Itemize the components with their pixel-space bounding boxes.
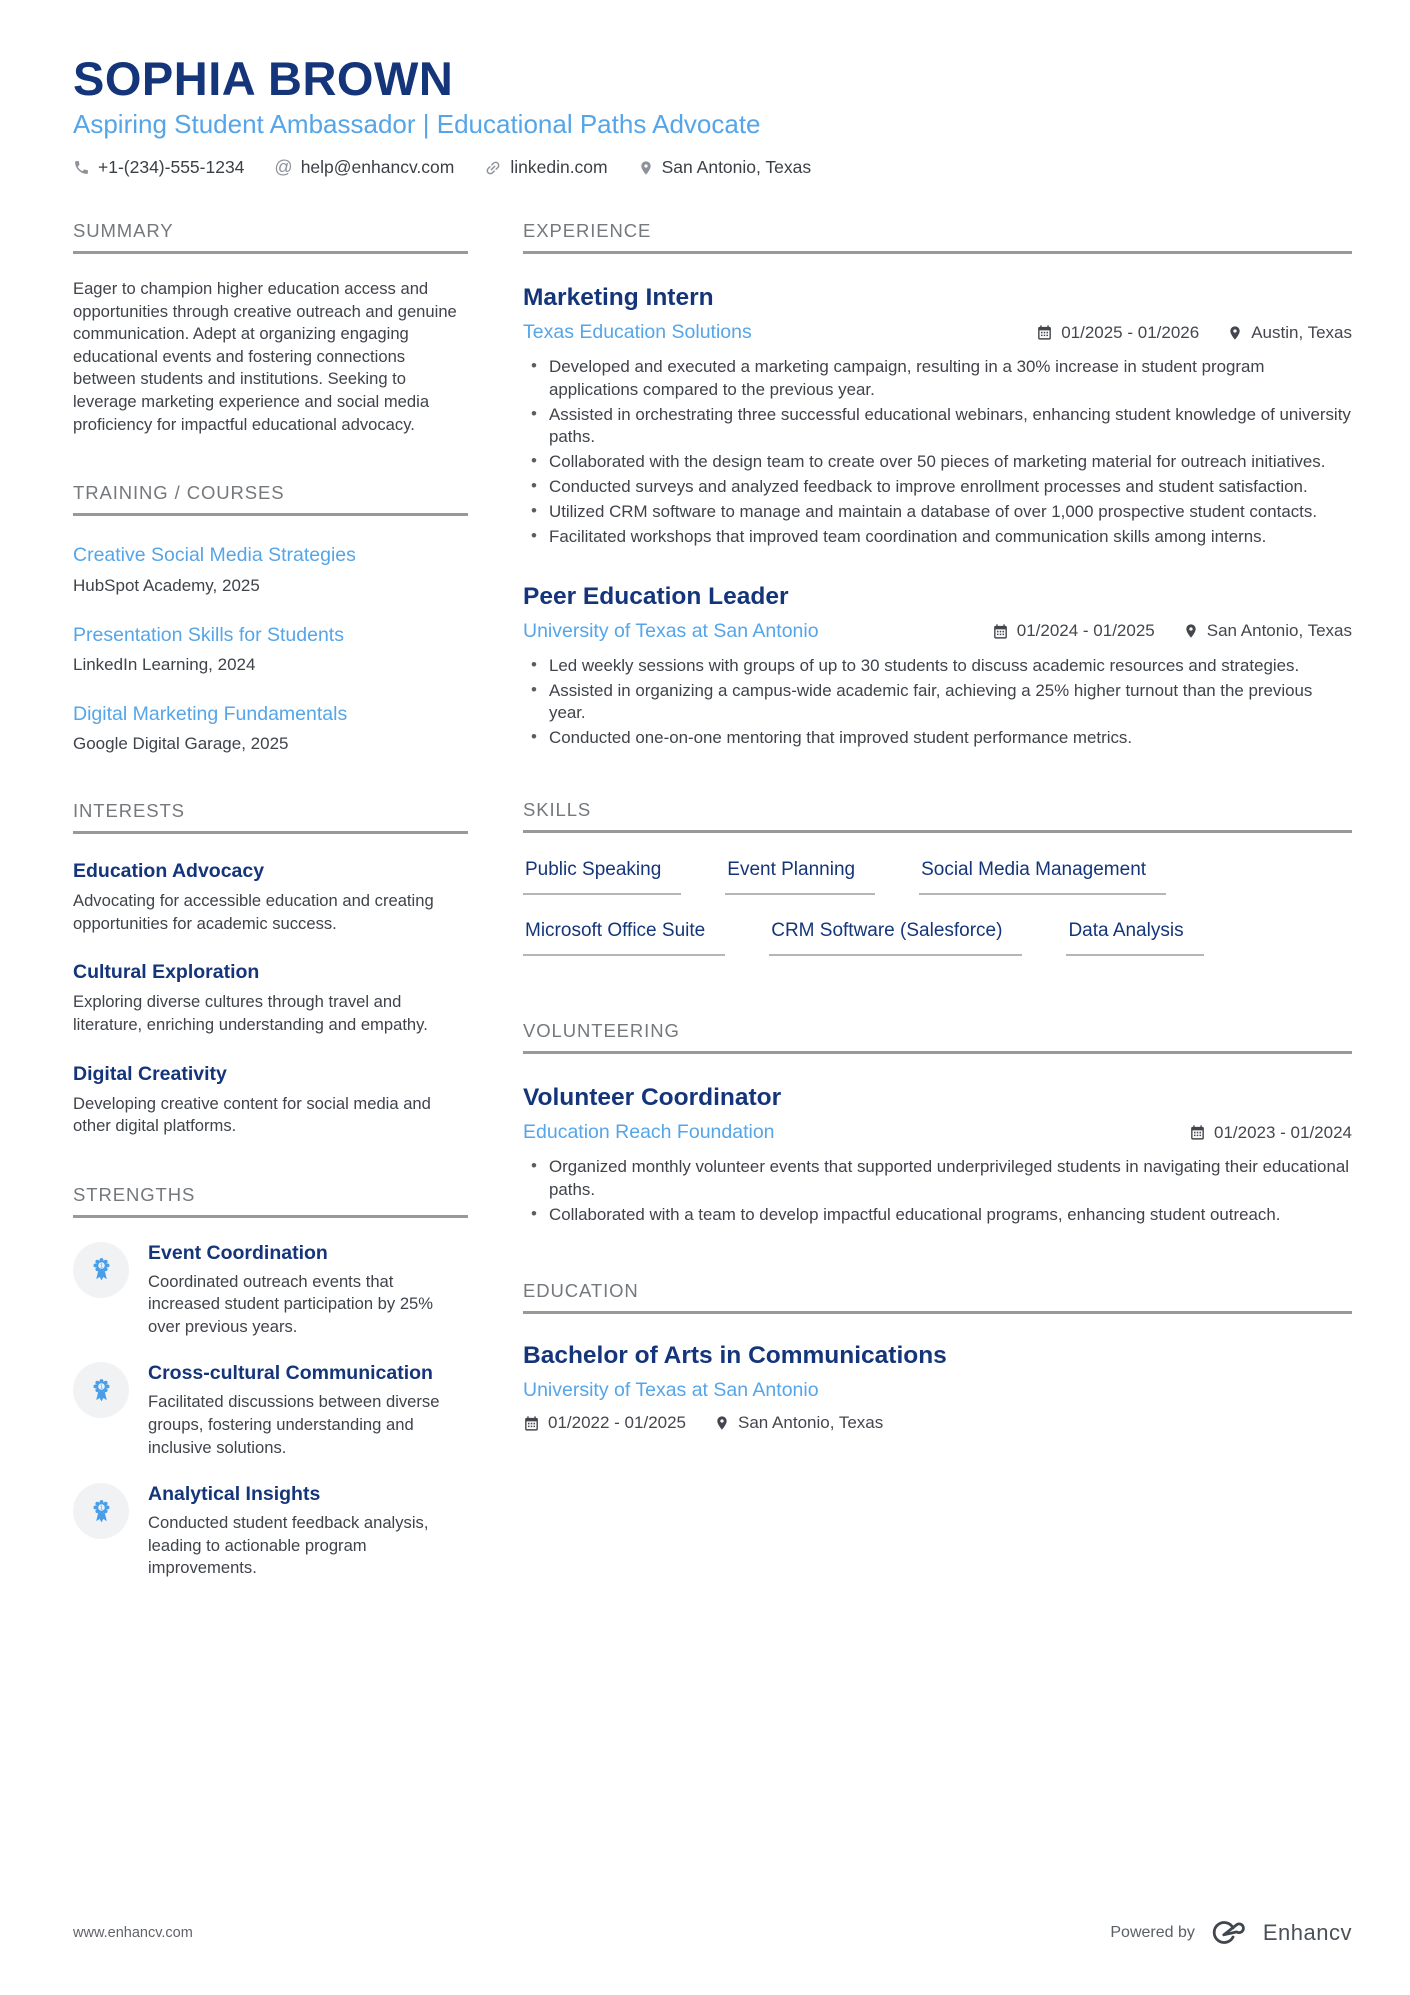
location-icon: [1183, 623, 1199, 639]
skill-item: Microsoft Office Suite: [523, 920, 725, 956]
headline: Aspiring Student Ambassador | Educational Paths Advocate: [73, 109, 761, 140]
job-title: Peer Education Leader: [523, 582, 789, 610]
link-icon: [484, 159, 502, 177]
school-location: San Antonio, Texas: [714, 1413, 883, 1433]
date-range: 01/2024 - 01/2025: [992, 621, 1155, 641]
powered-by-block[interactable]: [1110, 1918, 1352, 1947]
skills-list: [523, 859, 1352, 956]
strengths-heading: STRENGTHS: [73, 1184, 468, 1218]
section-experience: [523, 220, 1352, 749]
date-range: 01/2025 - 01/2026: [1036, 323, 1199, 343]
contact-email-text: help@enhancv.com: [300, 157, 455, 178]
bullet: • Facilitated workshops that improved team coordination and communication skills among interns.: [523, 526, 1352, 548]
section-summary: [73, 220, 468, 436]
interest-title: Education Advocacy: [73, 860, 265, 883]
strength-item: [73, 1483, 468, 1580]
powered-by-label: Powered by: [1110, 1923, 1195, 1941]
volunteering-entry: [523, 1084, 1352, 1226]
bullet: • Assisted in orchestrating three successful educational webinars, enhancing student knowledge of university paths.: [523, 404, 1352, 448]
resume-header: [73, 54, 1352, 178]
strength-item: [73, 1362, 468, 1459]
footer-website-link[interactable]: www.enhancv.com: [73, 1924, 193, 1941]
strength-description: Conducted student feedback analysis, leading to actionable program improvements.: [148, 1513, 429, 1578]
strength-title: Cross-cultural Communication: [148, 1362, 433, 1385]
strength-title: Event Coordination: [148, 1241, 328, 1264]
section-strengths: [73, 1184, 468, 1580]
left-column: [73, 220, 468, 1626]
strength-description: Coordinated outreach events that increased student participation by 25% over previous years.: [148, 1271, 434, 1336]
volunteering-heading: VOLUNTEERING: [523, 1020, 1352, 1054]
job-location: San Antonio, Texas: [1183, 621, 1352, 641]
course-item: [73, 703, 468, 754]
role-title: Volunteer Coordinator: [523, 1084, 782, 1112]
role-meta: [1189, 1123, 1352, 1143]
contact-row: [73, 157, 1352, 178]
contact-location-text: San Antonio, Texas: [661, 157, 812, 178]
interest-item: [73, 961, 468, 1036]
summary-heading: SUMMARY: [73, 220, 468, 254]
education-meta: [523, 1413, 1352, 1433]
award-ribbon-icon: [73, 1242, 129, 1298]
page-title: SOPHIA BROWN: [73, 52, 454, 105]
contact-linkedin-text: linkedin.com: [510, 157, 608, 178]
summary-text: Eager to champion higher education access and opportunities through creative outreach and genuine communication. Adept at organizing engaging educational events and fostering connections between students and institutions. Seeking to leverage marketing experience and social media proficiency for impactful educational advocacy.: [73, 279, 457, 434]
bullet: • Developed and executed a marketing campaign, resulting in a 30% increase in student program applications compared to the previous year.: [523, 356, 1352, 400]
interests-heading: INTERESTS: [73, 800, 468, 834]
svg-text:1: 1: [99, 1384, 103, 1391]
svg-text:1: 1: [99, 1505, 103, 1512]
experience-heading: EXPERIENCE: [523, 220, 1352, 254]
experience-entry: [523, 583, 1352, 750]
section-training: [73, 482, 468, 754]
bullet: • Utilized CRM software to manage and maintain a database of over 1,000 prospective student contacts.: [523, 501, 1352, 523]
skills-heading: SKILLS: [523, 799, 1352, 833]
interest-item: [73, 860, 468, 935]
skill-item: CRM Software (Salesforce): [769, 920, 1022, 956]
date-range: 01/2023 - 01/2024: [1189, 1123, 1352, 1143]
job-meta: [992, 621, 1352, 641]
bullet: • Conducted one-on-one mentoring that improved student performance metrics.: [523, 727, 1352, 749]
job-location: Austin, Texas: [1227, 323, 1352, 343]
company-name: Texas Education Solutions: [523, 321, 752, 344]
award-ribbon-icon: [73, 1362, 129, 1418]
course-title: Digital Marketing Fundamentals: [73, 702, 348, 725]
skill-item: Social Media Management: [919, 859, 1166, 895]
date-range: 01/2022 - 01/2025: [523, 1413, 686, 1433]
interest-description: Advocating for accessible education and creating opportunities for academic success.: [73, 891, 434, 933]
job-meta: [1036, 323, 1352, 343]
location-icon: [1227, 325, 1243, 341]
job-bullets: [523, 356, 1352, 548]
education-entry: [523, 1342, 1352, 1433]
interest-title: Cultural Exploration: [73, 961, 260, 984]
strength-text: [148, 1362, 468, 1459]
course-item: [73, 624, 468, 675]
section-volunteering: [523, 1020, 1352, 1226]
strength-text: [148, 1483, 468, 1580]
job-title: Marketing Intern: [523, 284, 714, 312]
svg-text:1: 1: [99, 1263, 103, 1270]
contact-linkedin[interactable]: [484, 157, 607, 178]
job-subheader: [523, 620, 1352, 643]
strength-title: Analytical Insights: [148, 1483, 321, 1506]
at-icon: @: [274, 157, 293, 178]
right-column: [523, 220, 1352, 1626]
enhancv-logo-icon: [1208, 1918, 1250, 1947]
calendar-icon: [1036, 324, 1053, 341]
bullet: • Collaborated with the design team to create over 50 pieces of marketing material for outreach initiatives.: [523, 451, 1352, 473]
location-icon: [638, 160, 654, 176]
section-education: [523, 1280, 1352, 1433]
strength-item: [73, 1242, 468, 1339]
course-item: [73, 544, 468, 595]
job-bullets: [523, 655, 1352, 750]
enhancv-wordmark: Enhancv: [1262, 1919, 1352, 1945]
strength-description: Facilitated discussions between diverse groups, fostering understanding and inclusive solutions.: [148, 1392, 440, 1457]
award-ribbon-icon: [73, 1483, 129, 1539]
skill-item: Public Speaking: [523, 859, 681, 895]
role-subheader: [523, 1121, 1352, 1144]
skill-item: Data Analysis: [1066, 920, 1203, 956]
course-title: Creative Social Media Strategies: [73, 544, 356, 567]
contact-phone[interactable]: [73, 157, 244, 178]
calendar-icon: [1189, 1124, 1206, 1141]
interest-title: Digital Creativity: [73, 1062, 227, 1085]
page-footer: [73, 1918, 1352, 1947]
bullet: • Organized monthly volunteer events that supported underprivileged students in navigating their educational paths.: [523, 1156, 1352, 1200]
section-interests: [73, 800, 468, 1137]
school-name: University of Texas at San Antonio: [523, 1379, 819, 1402]
phone-icon: [73, 159, 90, 176]
job-subheader: [523, 321, 1352, 344]
location-icon: [714, 1415, 730, 1431]
calendar-icon: [523, 1415, 540, 1432]
bullet: • Conducted surveys and analyzed feedback to improve enrollment processes and student satisfaction.: [523, 476, 1352, 498]
degree-title: Bachelor of Arts in Communications: [523, 1341, 947, 1369]
contact-location: [638, 157, 812, 178]
interest-description: Developing creative content for social media and other digital platforms.: [73, 1093, 431, 1136]
course-title: Presentation Skills for Students: [73, 623, 344, 646]
course-org: HubSpot Academy, 2025: [73, 575, 260, 595]
contact-phone-text: +1-(234)-555-1234: [98, 157, 245, 178]
training-heading: TRAINING / COURSES: [73, 482, 468, 516]
calendar-icon: [992, 623, 1009, 640]
bullet: • Led weekly sessions with groups of up to 30 students to discuss academic resources and strategies.: [523, 655, 1352, 677]
bullet: • Collaborated with a team to develop impactful educational programs, enhancing student outreach.: [523, 1204, 1352, 1226]
resume-body: [73, 220, 1352, 1626]
role-bullets: [523, 1156, 1352, 1225]
interest-item: [73, 1063, 468, 1138]
course-org: Google Digital Garage, 2025: [73, 734, 289, 754]
contact-email[interactable]: [274, 157, 454, 178]
organization-name: Education Reach Foundation: [523, 1121, 775, 1144]
education-heading: EDUCATION: [523, 1280, 1352, 1314]
course-org: LinkedIn Learning, 2024: [73, 654, 256, 674]
bullet: • Assisted in organizing a campus-wide academic fair, achieving a 25% higher turnout than the previous year.: [523, 680, 1352, 724]
interest-description: Exploring diverse cultures through travel and literature, enriching understanding and empathy.: [73, 992, 428, 1035]
section-skills: [523, 799, 1352, 956]
company-name: University of Texas at San Antonio: [523, 619, 819, 642]
experience-entry: [523, 284, 1352, 548]
skill-item: Event Planning: [725, 859, 875, 895]
strength-text: [148, 1242, 468, 1339]
